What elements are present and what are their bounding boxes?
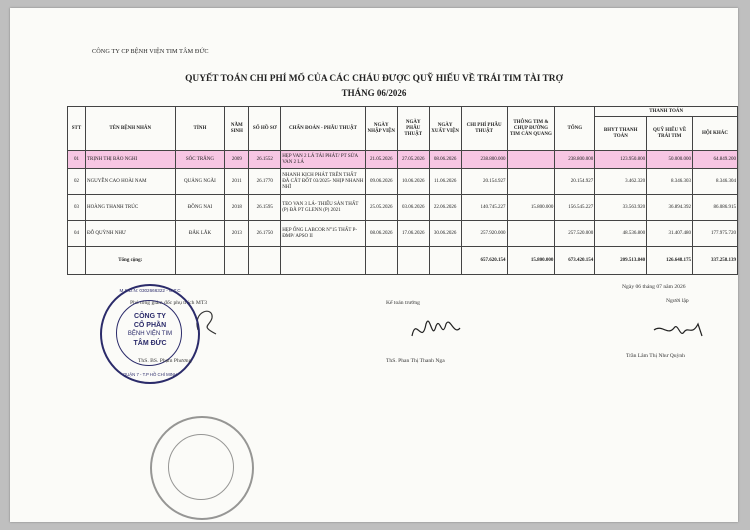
header-birth: NĂM SINH — [225, 107, 249, 151]
header-name: TÊN BỆNH NHÂN — [85, 107, 175, 151]
cell-echo: 15.800.000 — [507, 195, 555, 221]
cell-other: 8.346.304 — [693, 169, 738, 195]
stamp-outer-ring — [100, 284, 200, 384]
header-fund: QUỸ HIẾU VỀ TRÁI TIM — [647, 117, 693, 151]
cell-surgery: 10.06.2026 — [397, 169, 429, 195]
header-stt: STT — [68, 107, 86, 151]
header-total: TỔNG — [555, 107, 595, 151]
totals-row — [68, 247, 738, 275]
stamp-line-3: BỆNH VIỆN TIM — [127, 331, 173, 337]
totals-label: Tổng cộng: — [85, 247, 175, 275]
cell-birth: 2018 — [225, 195, 249, 221]
cell-province: ĐẮK LẮK — [175, 221, 225, 247]
table-row — [68, 169, 738, 195]
header-record: SỐ HỒ SƠ — [249, 107, 281, 151]
header-admit: NGÀY NHẬP VIỆN — [365, 107, 397, 151]
cell-discharge: 11.06.2026 — [429, 169, 461, 195]
company-name: CÔNG TY CP BỆNH VIỆN TIM TÂM ĐỨC — [92, 48, 209, 55]
settlement-table — [67, 106, 738, 275]
totals-cost: 657.620.154 — [461, 247, 507, 275]
cell-echo — [507, 169, 555, 195]
cell-fund: 36.894.392 — [647, 195, 693, 221]
cell-stt: 02 — [68, 169, 86, 195]
totals-bhyt: 209.513.840 — [595, 247, 647, 275]
cell-other: 64.849.200 — [693, 151, 738, 169]
preparer-signature — [650, 310, 710, 350]
stamp-ring-bottom: QUẬN 7 - T.P HỒ CHÍ MINH — [122, 372, 178, 377]
cell-other: 86.086.915 — [693, 195, 738, 221]
cell-cost: 238.800.000 — [461, 151, 507, 169]
document-subtitle: THÁNG 06/2026 — [341, 88, 407, 98]
cell-name: ĐỖ QUỲNH NHƯ — [85, 221, 175, 247]
totals-total: 673.420.154 — [555, 247, 595, 275]
cell-admit: 25.05.2026 — [365, 195, 397, 221]
cell-record: 26.1750 — [249, 221, 281, 247]
document-page — [10, 8, 738, 522]
cell-province: QUẢNG NGÃI — [175, 169, 225, 195]
cell-discharge: 08.06.2026 — [429, 151, 461, 169]
table-row — [68, 221, 738, 247]
cell-cost: 20.154.927 — [461, 169, 507, 195]
cell-total: 20.154.927 — [555, 169, 595, 195]
header-surgery: NGÀY PHẪU THUẬT — [397, 107, 429, 151]
faded-stamp-impression — [150, 416, 254, 520]
cell-record: 26.1552 — [249, 151, 281, 169]
cell-echo — [507, 221, 555, 247]
cell-bhyt: 3.462.320 — [595, 169, 647, 195]
cell-fund: 50.000.000 — [647, 151, 693, 169]
cell-bhyt: 33.563.920 — [595, 195, 647, 221]
director-title: Phó tổng giám đốc phụ trách MT3 — [130, 300, 208, 306]
cell-diagnosis: HẸP VAN 2 LÁ TÁI PHÁT/ PT SỬA VAN 2 LÁ — [281, 151, 366, 169]
cell-name: NGUYỄN CAO HOÀI NAM — [85, 169, 175, 195]
header-discharge: NGÀY XUẤT VIỆN — [429, 107, 461, 151]
cell-cost: 140.745.227 — [461, 195, 507, 221]
cell-surgery: 03.06.2026 — [397, 195, 429, 221]
preparer-title: Người lập — [666, 298, 689, 304]
cell-province: SÓC TRĂNG — [175, 151, 225, 169]
cell-total: 156.545.227 — [555, 195, 595, 221]
cell-admit: 21.05.2026 — [365, 151, 397, 169]
director-name: ThS. BS. Phạm Phương — [138, 358, 192, 364]
header-cost: CHI PHÍ PHẪU THUẬT — [461, 107, 507, 151]
table-row — [68, 195, 738, 221]
totals-fund: 126.648.175 — [647, 247, 693, 275]
header-payment: THANH TOÁN — [595, 107, 738, 117]
cell-discharge: 30.06.2026 — [429, 221, 461, 247]
accountant-title: Kế toán trưởng — [386, 300, 420, 306]
document-title: QUYẾT TOÁN CHI PHÍ MỔ CỦA CÁC CHÁU ĐƯỢC QUỸ HIẾU VỀ TRÁI TIM TÀI TRỢ — [185, 74, 563, 84]
table-row — [68, 151, 738, 169]
stamp-line-4: TÂM ĐỨC — [133, 340, 167, 347]
cell-birth: 2011 — [225, 169, 249, 195]
cell-discharge: 22.06.2026 — [429, 195, 461, 221]
cell-birth: 2013 — [225, 221, 249, 247]
preparer-name: Trần Lâm Thị Như Quỳnh — [626, 353, 685, 359]
cell-bhyt: 123.950.800 — [595, 151, 647, 169]
header-echo: THÔNG TIM & CHỤP ĐƯỜNG TIM CẢN QUANG — [507, 107, 555, 151]
date-line: Ngày 06 tháng 07 năm 2026 — [622, 284, 686, 290]
cell-fund: 31.407.480 — [647, 221, 693, 247]
cell-other: 177.975.720 — [693, 221, 738, 247]
cell-diagnosis: TEO VAN 3 LÁ- THIỂU SẢN THẤT (P) ĐÃ PT GLENN (P) 2021 — [281, 195, 366, 221]
accountant-signature — [406, 306, 466, 356]
cell-total: 238.800.000 — [555, 151, 595, 169]
cell-birth: 2009 — [225, 151, 249, 169]
cell-name: TRỊNH THỊ BẢO NGHI — [85, 151, 175, 169]
cell-echo — [507, 151, 555, 169]
header-bhyt: BHYT THANH TOÁN — [595, 117, 647, 151]
cell-stt: 04 — [68, 221, 86, 247]
cell-record: 26.1770 — [249, 169, 281, 195]
cell-stt: 03 — [68, 195, 86, 221]
cell-record: 26.1595 — [249, 195, 281, 221]
cell-stt: 01 — [68, 151, 86, 169]
header-other: HỘI KHÁC — [693, 117, 738, 151]
accountant-name: ThS. Phan Thị Thanh Nga — [386, 358, 445, 364]
cell-total: 257.520.000 — [555, 221, 595, 247]
stamp-line-1: CÔNG TY — [134, 313, 166, 320]
cell-bhyt: 48.536.800 — [595, 221, 647, 247]
stamp-ring-top: M.S.D.N: 0302666322 - C.T.C — [119, 288, 181, 293]
cell-admit: 09.06.2026 — [365, 169, 397, 195]
cell-province: ĐỒNG NAI — [175, 195, 225, 221]
header-diagnosis: CHẨN ĐOÁN - PHẪU THUẬT — [281, 107, 366, 151]
cell-admit: 08.06.2026 — [365, 221, 397, 247]
cell-diagnosis: HẸP ỐNG LABCOR N°15 THẤT P-ĐMP/ APSO II — [281, 221, 366, 247]
cell-fund: 8.346.303 — [647, 169, 693, 195]
cell-cost: 257.920.000 — [461, 221, 507, 247]
totals-other: 337.258.139 — [693, 247, 738, 275]
cell-surgery: 27.05.2026 — [397, 151, 429, 169]
stamp-line-2: CỔ PHẦN — [133, 322, 167, 329]
cell-surgery: 17.06.2026 — [397, 221, 429, 247]
header-province: TỈNH — [175, 107, 225, 151]
totals-echo: 15.800.000 — [507, 247, 555, 275]
cell-name: HOÀNG THANH TRÚC — [85, 195, 175, 221]
cell-diagnosis: NHANH KỊCH PHÁT TRÊN THẤT ĐÃ CẮT ĐỐT 03/2025- NHỊP NHANH NHĨ — [281, 169, 366, 195]
